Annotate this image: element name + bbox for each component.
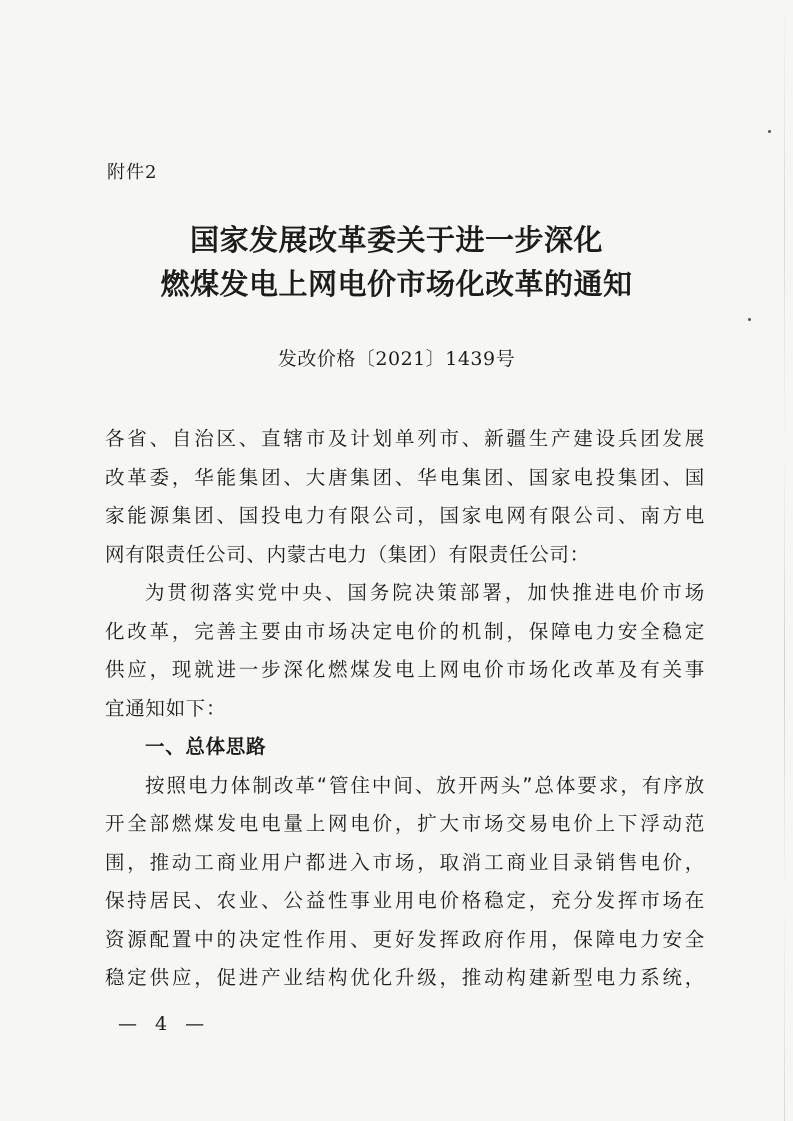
document-title-line-2: 燃煤发电上网电价市场化改革的通知 [160, 267, 633, 301]
section-line: 稳定供应，促进产业结构优化升级，推动构建新型电力系统， [105, 966, 705, 989]
intro-line: 化改革，完善主要由市场决定电价的机制，保障电力安全稳定 [105, 619, 705, 643]
section-line: 围，推动工商业用户都进入市场，取消工商业目录销售电价， [105, 850, 705, 874]
document-body [105, 420, 705, 998]
scan-speck [748, 318, 751, 321]
attachment-label: 附件2 [107, 162, 158, 183]
intro-line: 宜通知如下： [105, 696, 227, 720]
section-heading: 一、总体思路 [145, 735, 267, 758]
addressee-line: 改革委，华能集团、大唐集团、华电集团、国家电投集团、国 [105, 465, 705, 489]
document-number: 发改价格〔2021〕1439号 [277, 348, 516, 370]
section-line: 开全部燃煤发电电量上网电价，扩大市场交易电价上下浮动范 [105, 812, 705, 835]
addressee-line: 各省、自治区、直辖市及计划单列市、新疆生产建设兵团发展 [105, 427, 705, 450]
addressee-line: 家能源集团、国投电力有限公司，国家电网有限公司、南方电 [105, 504, 705, 527]
intro-line: 供应，现就进一步深化燃煤发电上网电价市场化改革及有关事 [105, 658, 705, 681]
section-line: 保持居民、农业、公益性事业用电价格稳定，充分发挥市场在 [105, 889, 705, 912]
addressee-line: 网有限责任公司、内蒙古电力（集团）有限责任公司： [105, 542, 590, 566]
intro-line: 为贯彻落实党中央、国务院决策部署，加快推进电价市场 [145, 581, 705, 604]
scan-edge-artifact [784, 0, 785, 1121]
scan-speck [768, 130, 771, 133]
section-line: 按照电力体制改革“管住中间、放开两头”总体要求，有序放 [145, 773, 705, 797]
page-number: — 4 — [118, 1013, 211, 1035]
section-line: 资源配置中的决定性作用、更好发挥政府作用，保障电力安全 [105, 927, 705, 951]
document-title-line-1: 国家发展改革委关于进一步深化 [189, 223, 603, 257]
